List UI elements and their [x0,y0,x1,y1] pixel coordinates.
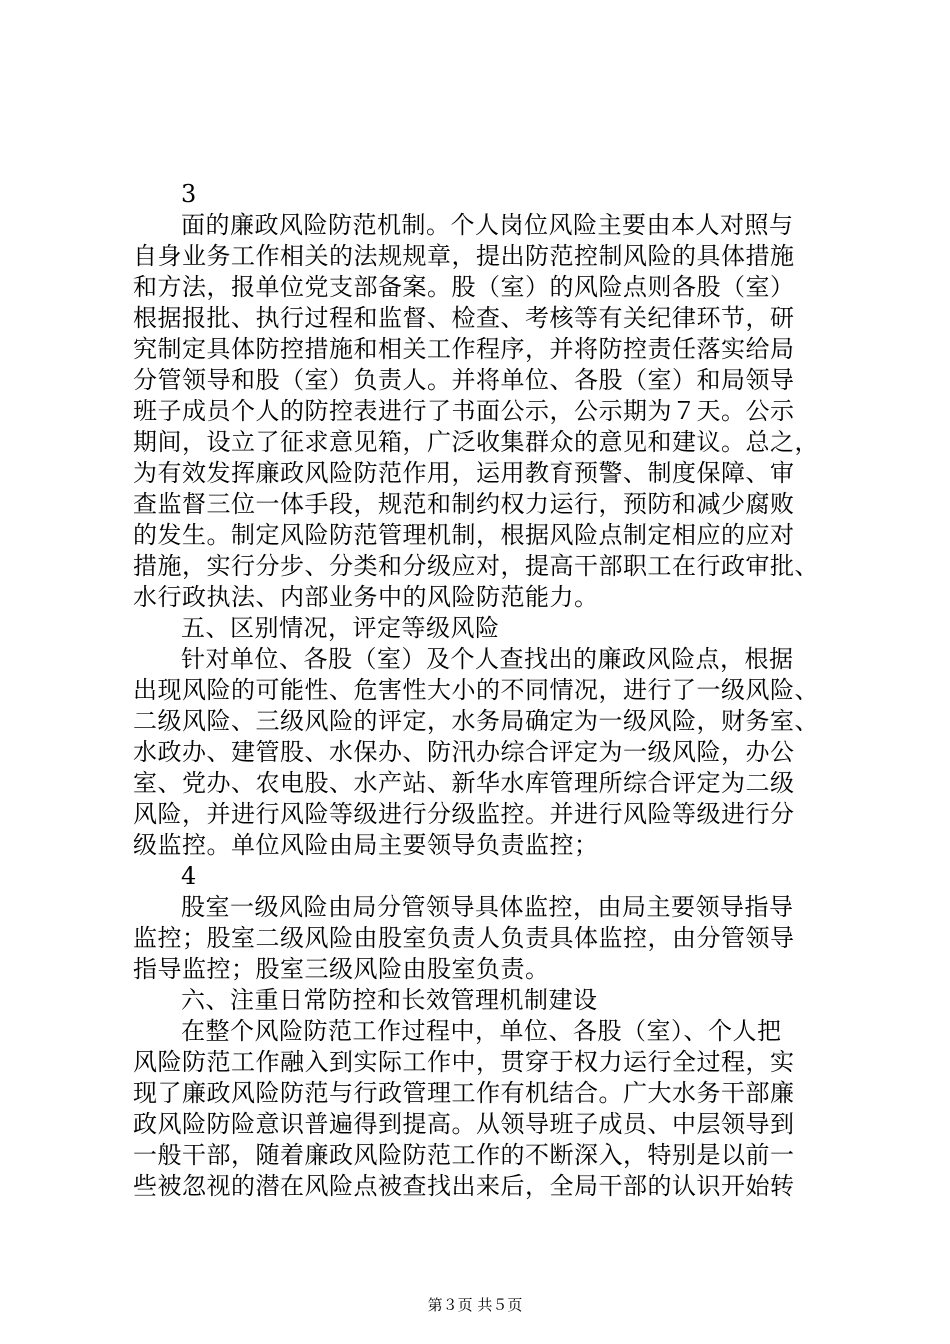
paragraph [133,892,833,985]
paragraph-line: 些被忽视的潜在风险点被查找出来后，全局干部的认识开始转 [133,1172,795,1200]
paragraph-line: 面的廉政风险防范机制。个人岗位风险主要由本人对照与 [181,211,794,239]
paragraph-line: 针对单位、各股（室）及个人查找出的廉政风险点，根据 [181,645,794,673]
paragraph-line: 的发生。制定风险防范管理机制，根据风险点制定相应的应对 [133,521,795,549]
paragraph-line: 查监督三位一体手段，规范和制约权力运行，预防和减少腐败 [133,490,795,518]
section-heading: 五、区别情况，评定等级风险 [181,614,500,642]
paragraph-line: 究制定具体防控措施和相关工作程序，并将防控责任落实给局 [133,335,795,363]
paragraph-line: 水行政执法、内部业务中的风险防范能力。 [133,583,599,611]
section-heading: 六、注重日常防控和长效管理机制建设 [181,986,598,1014]
page-number-marker: 4 [181,862,197,890]
paragraph-line: 一般干部，随着廉政风险防范工作的不断深入，特别是以前一 [133,1141,795,1169]
paragraph-line: 政风险防险意识普遍得到提高。从领导班子成员、中层领导到 [133,1110,795,1138]
paragraph-line: 自身业务工作相关的法规规章，提出防范控制风险的具体措施 [133,242,795,270]
paragraph-line: 水政办、建管股、水保办、防汛办综合评定为一级风险，办公 [133,738,795,766]
paragraph [133,644,833,861]
paragraph-line: 措施，实行分步、分类和分级应对，提高干部职工在行政审批、 [133,552,819,580]
paragraph-line: 股室一级风险由局分管领导具体监控，由局主要领导指导 [181,893,794,921]
paragraph-line: 和方法，报单位党支部备案。股（室）的风险点则各股（室） [133,273,795,301]
paragraph-line: 班子成员个人的防控表进行了书面公示，公示期为７天。公示 [133,397,795,425]
paragraph-line: 分管领导和股（室）负责人。并将单位、各股（室）和局领导 [133,366,795,394]
paragraph-line: 风险防范工作融入到实际工作中，贯穿于权力运行全过程，实 [133,1048,795,1076]
paragraph-line: 级监控。单位风险由局主要领导负责监控； [133,831,599,859]
paragraph-line: 为有效发挥廉政风险防范作用，运用教育预警、制度保障、审 [133,459,795,487]
paragraph-line: 指导监控；股室三级风险由股室负责。 [133,955,550,983]
paragraph-line: 出现风险的可能性、危害性大小的不同情况，进行了一级风险、 [133,676,819,704]
paragraph-line: 二级风险、三级风险的评定，水务局确定为一级风险，财务室、 [133,707,819,735]
paragraph-line: 监控；股室二级风险由股室负责人负责具体监控，由分管领导 [133,924,795,952]
paragraph-line: 根据报批、执行过程和监督、检查、考核等有关纪律环节，研 [133,304,795,332]
page-footer: 第３页 共５页 [427,1296,523,1314]
paragraph [133,1016,833,1202]
paragraph-line: 风险，并进行风险等级进行分级监控。并进行风险等级进行分 [133,800,795,828]
paragraph-line: 现了廉政风险防范与行政管理工作有机结合。广大水务干部廉 [133,1079,795,1107]
paragraph [133,210,833,613]
paragraph-line: 期间，设立了征求意见箱，广泛收集群众的意见和建议。总之， [133,428,819,456]
page-number-marker: 3 [181,180,197,208]
paragraph-line: 在整个风险防范工作过程中，单位、各股（室）、个人把 [181,1017,782,1045]
paragraph-line: 室、党办、农电股、水产站、新华水库管理所综合评定为二级 [133,769,795,797]
document-body [133,179,833,1202]
